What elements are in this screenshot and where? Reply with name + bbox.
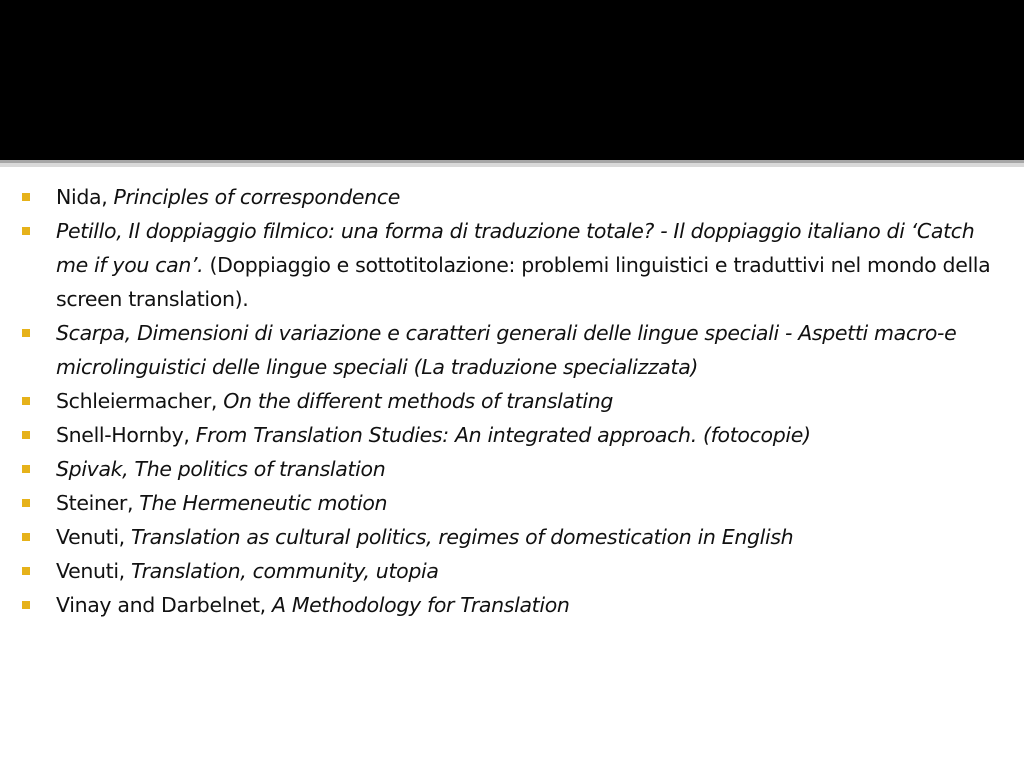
author-text: Snell-Hornby,	[56, 423, 196, 447]
square-bullet-icon	[22, 533, 30, 541]
list-item	[18, 520, 1008, 554]
work-title-text: On the different methods of translating	[223, 389, 614, 413]
author-text: Schleiermacher,	[56, 389, 224, 413]
square-bullet-icon	[22, 567, 30, 575]
list-item	[18, 418, 1008, 452]
author-text: Venuti,	[56, 525, 131, 549]
slide-title-band	[0, 0, 1024, 160]
author-text: Steiner,	[56, 491, 140, 515]
square-bullet-icon	[22, 193, 30, 201]
list-item	[18, 384, 1008, 418]
work-title-text: Principles of correspondence	[113, 185, 400, 209]
square-bullet-icon	[22, 227, 30, 235]
work-title-text: Spivak, The politics of translation	[56, 457, 386, 481]
square-bullet-icon	[22, 397, 30, 405]
square-bullet-icon	[22, 601, 30, 609]
work-title-text: Translation, community, utopia	[131, 559, 439, 583]
work-title-text: Petillo, Il doppiaggio filmico: una forma di traduzione totale? - Il doppiaggio italiano di ‘Catch me if you can’.	[56, 219, 975, 277]
list-item	[18, 180, 1008, 214]
list-item	[18, 554, 1008, 588]
work-title-text: A Methodology for Translation	[271, 593, 570, 617]
work-title-text: From Translation Studies: An integrated approach. (fotocopie)	[195, 423, 811, 447]
work-title-text: The Hermeneutic motion	[139, 491, 388, 515]
list-item	[18, 214, 1008, 316]
work-title-text: Scarpa, Dimensioni di variazione e caratteri generali delle lingue speciali - Aspetti macro-e microlinguistici delle lingue speciali (La traduzione specializzata)	[56, 321, 957, 379]
author-text: Venuti,	[56, 559, 131, 583]
slide-content	[18, 180, 1008, 622]
note-text: (Doppiaggio e sottotitolazione: problemi linguistici e traduttivi nel mondo della screen translation).	[56, 253, 991, 311]
title-divider-light	[0, 163, 1024, 167]
square-bullet-icon	[22, 329, 30, 337]
square-bullet-icon	[22, 499, 30, 507]
work-title-text: Translation as cultural politics, regimes of domestication in English	[131, 525, 794, 549]
square-bullet-icon	[22, 431, 30, 439]
author-text: Nida,	[56, 185, 114, 209]
square-bullet-icon	[22, 465, 30, 473]
list-item	[18, 588, 1008, 622]
bibliography-list	[18, 180, 1008, 622]
list-item	[18, 316, 1008, 384]
list-item	[18, 452, 1008, 486]
list-item	[18, 486, 1008, 520]
author-text: Vinay and Darbelnet,	[56, 593, 272, 617]
